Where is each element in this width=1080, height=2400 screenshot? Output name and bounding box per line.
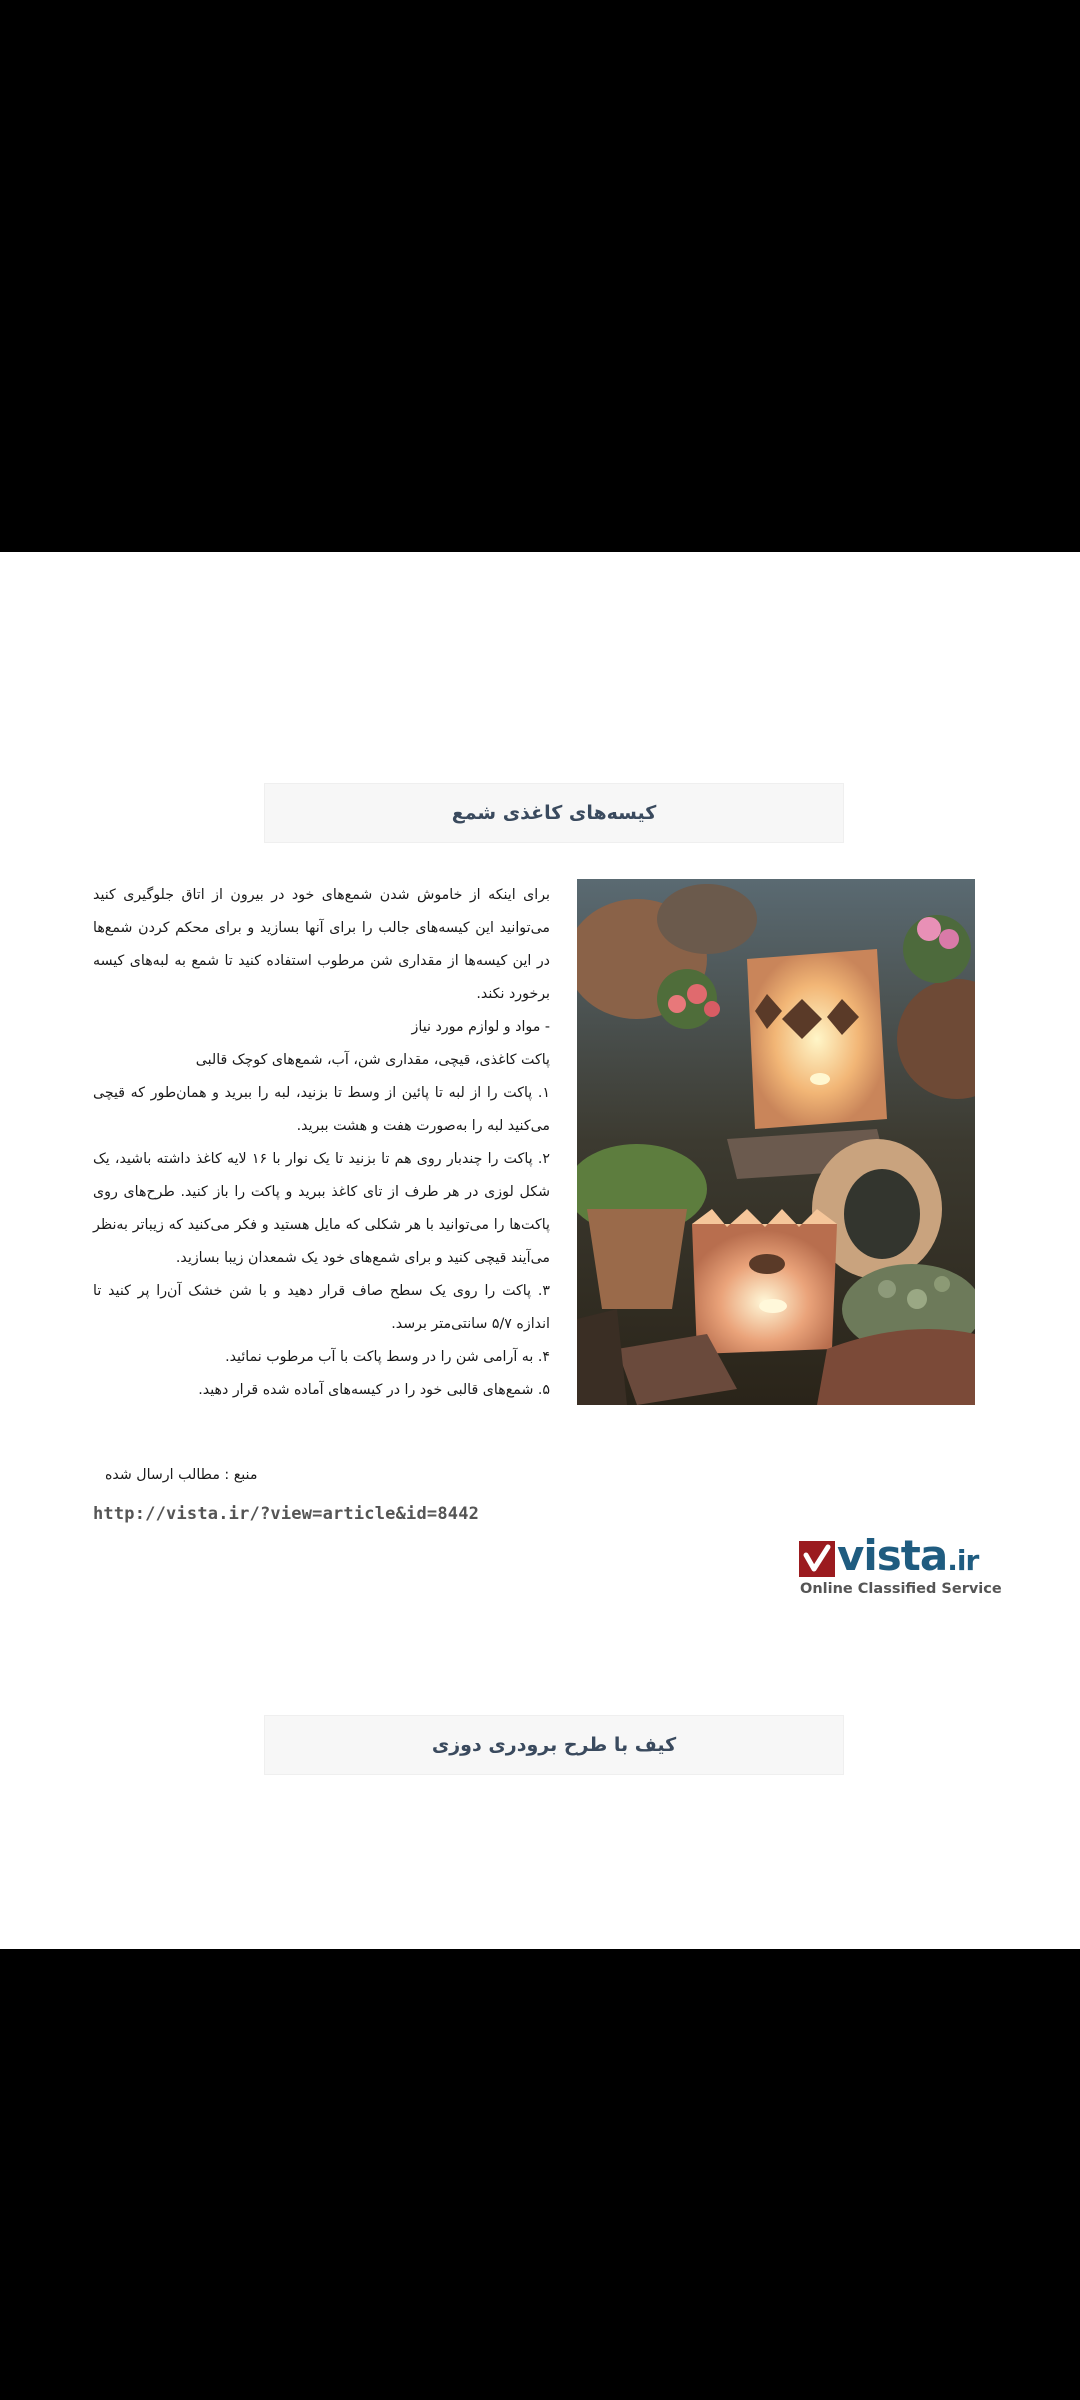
article-paragraph: پاکت کاغذی، قیچی، مقداری شن، آب، شمع‌های کوچک قالبی <box>195 1052 550 1068</box>
candle-bags-photo <box>577 879 975 1405</box>
article-url-link[interactable]: http://vista.ir/?view=article&id=8442 <box>93 1504 480 1524</box>
page-content <box>0 552 1080 1949</box>
vista-logo[interactable] <box>799 1531 1009 1607</box>
logo-wordmark <box>837 1531 978 1580</box>
article-paragraph: ۳. پاکت را روی یک سطح صاف قرار دهید و با شن خشک آن‌را پر کنید تا اندازه ۵/۷ سانتی‌متر برسد. <box>93 1283 550 1332</box>
article-paragraph: ۱. پاکت را از لبه تا پائین از وسط تا بزنید، لبه را ببرید و همان‌طور که قیچی می‌کنید لبه را به‌صورت هفت و هشت ببرید. <box>93 1085 550 1134</box>
article-paragraph: - مواد و لوازم مورد نیاز <box>411 1019 550 1035</box>
next-article-title-box[interactable] <box>264 1715 844 1775</box>
article-paragraph: برای اینکه از خاموش شدن شمع‌های خود در بیرون از اتاق جلوگیری کنید می‌توانید این کیسه‌های جالب را برای آنها بسازید و برای محکم کردن شمع‌ها در این کیسه‌ها از مقداری شن مرطوب استفاده کنید تا شمع به لبه‌های کیسه برخورد نکند. <box>93 887 550 1002</box>
logo-name: vista <box>837 1531 948 1580</box>
article-paragraph: ۵. شمع‌های قالبی خود را در کیسه‌های آماده شده قرار دهید. <box>198 1382 550 1398</box>
article-source: منبع : مطالب ارسال شده <box>105 1467 258 1483</box>
logo-suffix: .ir <box>947 1544 979 1577</box>
article-title: کیسه‌های کاغذی شمع <box>451 802 657 824</box>
article-title-box <box>264 783 844 843</box>
article-paragraph: ۴. به آرامی شن را در وسط پاکت با آب مرطوب نمائید. <box>225 1349 550 1365</box>
article-paragraph: ۲. پاکت را چندبار روی هم تا بزنید تا یک نوار با ۱۶ لایه کاغذ داشته باشید، یک شکل لوزی در هر طرف از تای کاغذ ببرید و پاکت را باز کنید. طرح‌های روی پاکت‌ها را می‌توانید با هر شکلی که مایل هستید و فکر می‌کنید که زیباتر به‌نظر می‌آیند قیچی کنید و برای شمع‌های خود یک شمعدان زیبا بسازید. <box>93 1151 550 1266</box>
checkmark-icon <box>799 1541 835 1577</box>
article-body <box>93 879 550 1407</box>
next-article-title: کیف با طرح برودری دوزی <box>431 1734 677 1756</box>
logo-tagline: Online Classified Service <box>800 1581 1002 1597</box>
